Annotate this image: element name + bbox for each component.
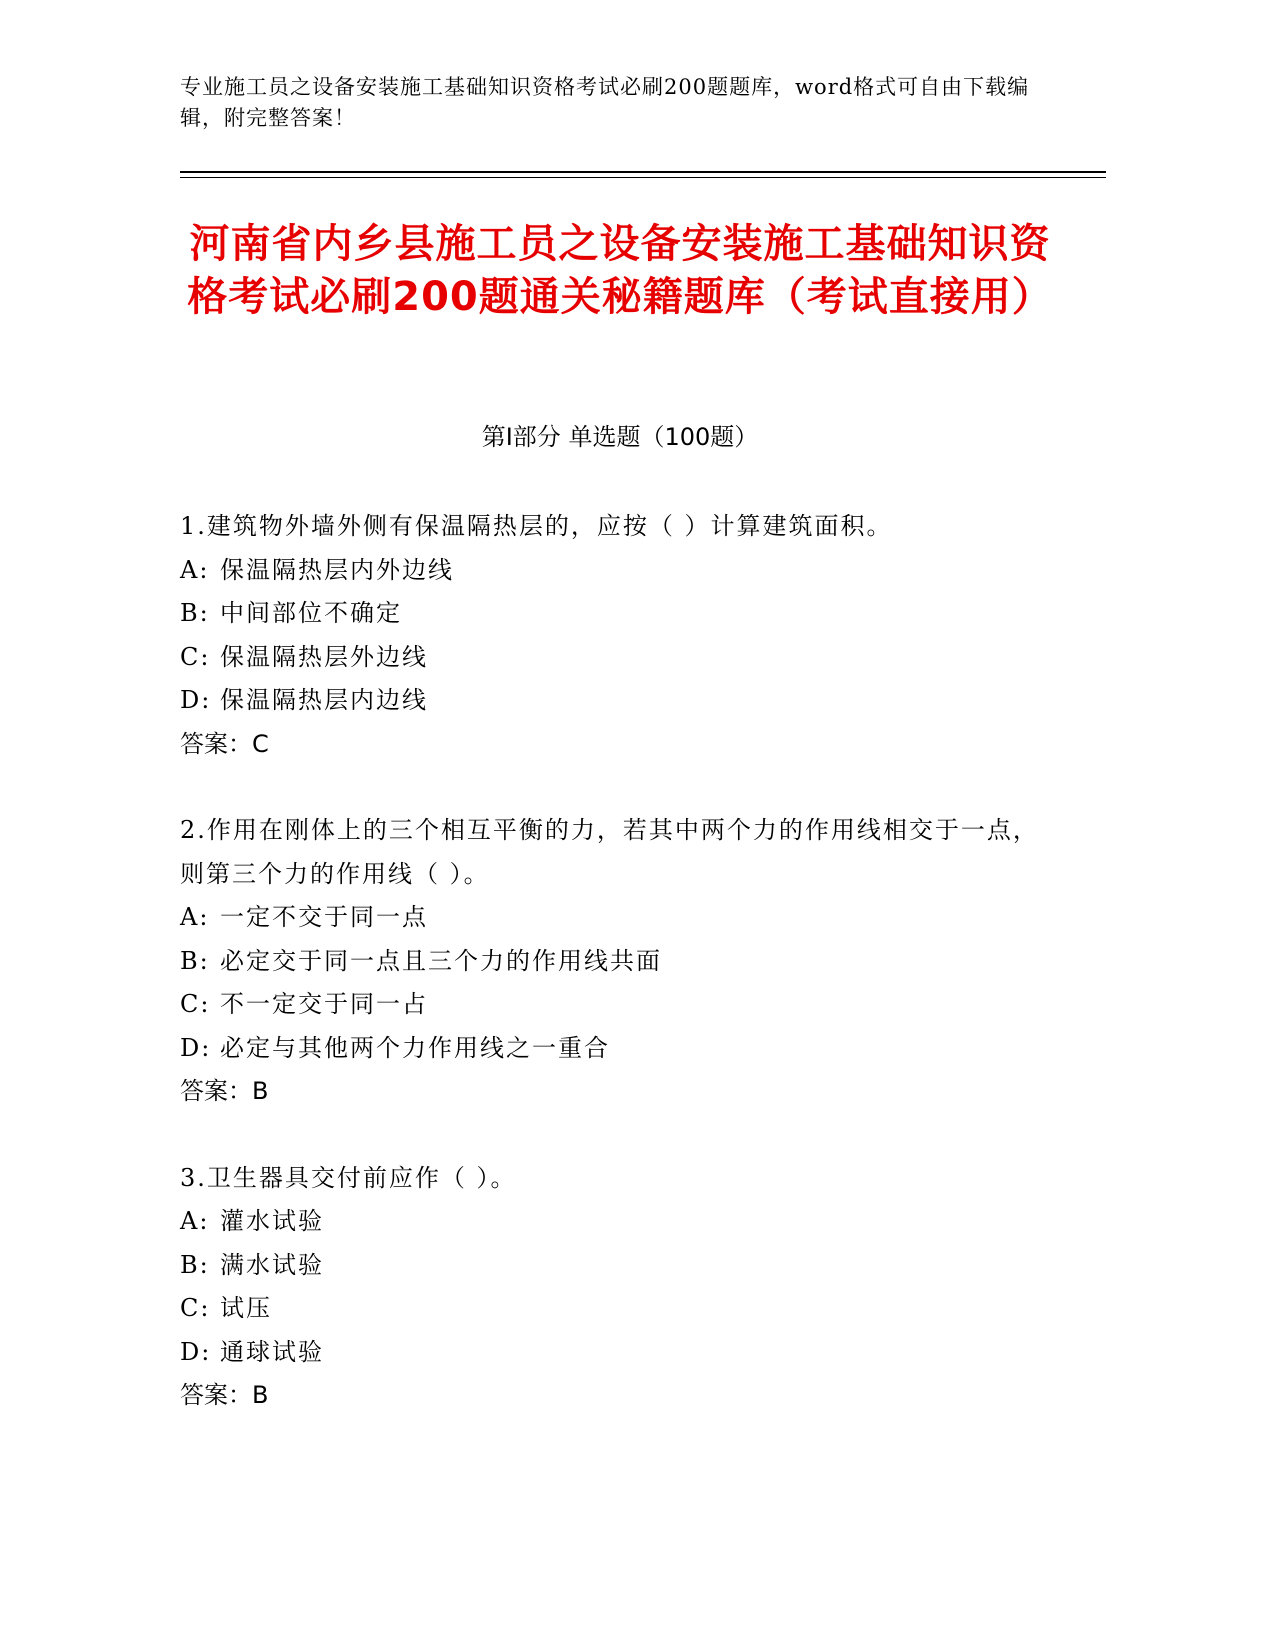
option-d xyxy=(180,1331,1040,1375)
header-divider-thin xyxy=(180,177,1106,178)
option-text: 中间部位不确定 xyxy=(220,599,402,627)
document-title: 河南省内乡县施工员之设备安装施工基础知识资格考试必刷200题通关秘籍题库（考试直接用） xyxy=(187,221,1053,320)
option-text: 一定不交于同一点 xyxy=(220,903,428,931)
option-text: 必定与其他两个力作用线之一重合 xyxy=(220,1033,610,1062)
answer: 答案：B xyxy=(180,1077,269,1105)
option-key: B: xyxy=(180,599,210,627)
option-b xyxy=(180,1244,1040,1288)
option-text: 试压 xyxy=(220,1294,272,1322)
option-key: A: xyxy=(180,555,210,584)
question-3 xyxy=(180,1157,1040,1418)
question-2 xyxy=(180,809,1040,1114)
question-1 xyxy=(180,505,1040,766)
option-key: C: xyxy=(180,1294,211,1322)
option-c xyxy=(180,1287,1040,1331)
option-key: A: xyxy=(180,903,210,931)
answer: 答案：B xyxy=(180,1381,269,1409)
question-stem: 2.作用在刚体上的三个相互平衡的力，若其中两个力的作用线相交于一点，则第三个力的作用线（ ）。 xyxy=(180,816,1039,888)
option-c xyxy=(180,983,1040,1027)
header-note: 专业施工员之设备安装施工基础知识资格考试必刷200题题库，word格式可自由下载编辑，附完整答案！ xyxy=(180,75,1030,130)
option-text: 必定交于同一点且三个力的作用线共面 xyxy=(220,946,662,975)
option-text: 保温隔热层内边线 xyxy=(220,686,428,714)
option-text: 通球试验 xyxy=(220,1337,324,1366)
option-a xyxy=(180,1200,1040,1244)
option-key: D: xyxy=(180,686,212,714)
option-a xyxy=(180,549,1040,593)
option-d xyxy=(180,679,1040,723)
answer: 答案：C xyxy=(180,729,269,758)
option-key: D: xyxy=(180,1337,212,1366)
option-key: B: xyxy=(180,1250,210,1279)
option-c xyxy=(180,636,1040,680)
option-a xyxy=(180,896,1040,940)
option-text: 灌水试验 xyxy=(220,1207,324,1235)
option-text: 不一定交于同一占 xyxy=(220,990,428,1018)
option-text: 保温隔热层外边线 xyxy=(220,642,428,671)
option-text: 满水试验 xyxy=(220,1250,324,1279)
option-d xyxy=(180,1027,1040,1071)
option-key: B: xyxy=(180,946,210,975)
option-key: C: xyxy=(180,990,211,1018)
option-key: C: xyxy=(180,642,211,671)
option-b xyxy=(180,940,1040,984)
option-key: D: xyxy=(180,1033,212,1062)
question-list xyxy=(180,505,1040,1461)
option-text: 保温隔热层内外边线 xyxy=(220,555,454,584)
section-heading: 第I部分 单选题（100题） xyxy=(481,423,759,451)
option-key: A: xyxy=(180,1207,210,1235)
question-stem: 3.卫生器具交付前应作（ ）。 xyxy=(180,1163,517,1192)
question-stem: 1.建筑物外墙外侧有保温隔热层的，应按（ ）计算建筑面积。 xyxy=(180,512,893,540)
option-b xyxy=(180,592,1040,636)
header-divider-thick xyxy=(180,171,1106,173)
